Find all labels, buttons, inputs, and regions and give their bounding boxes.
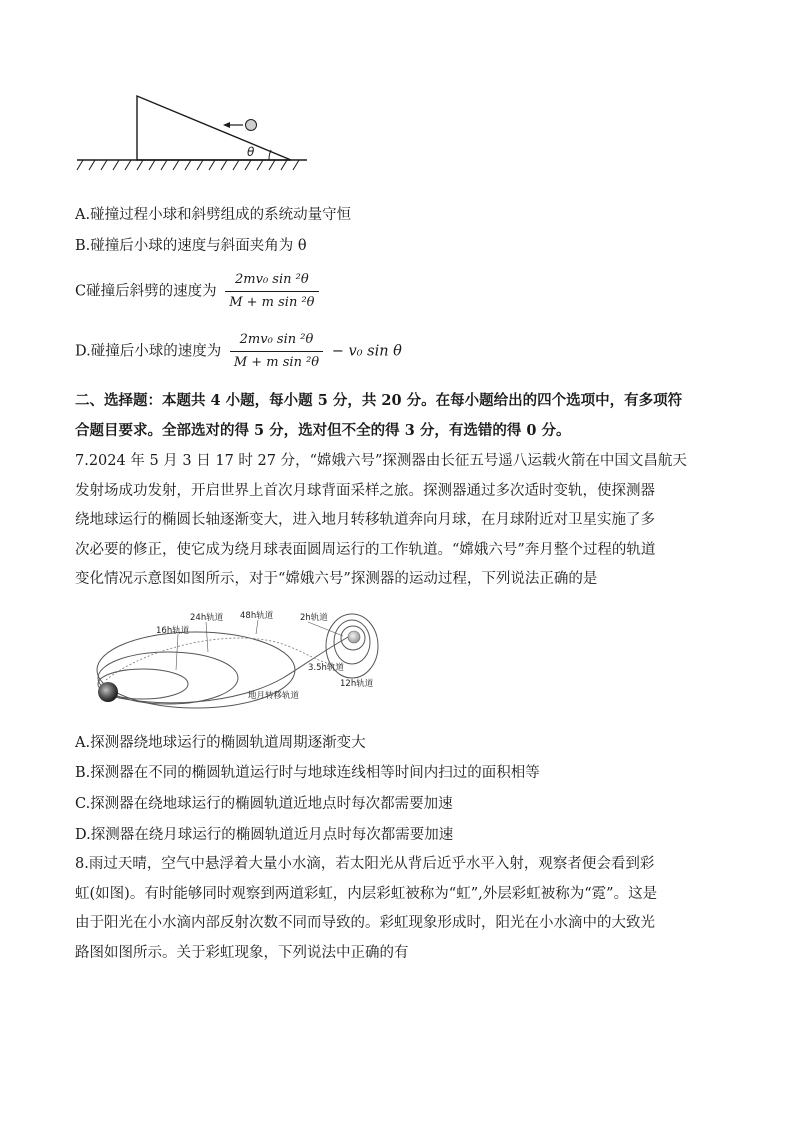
q7-line: 绕地球运行的椭圆长轴逐渐变大，进入地月转移轨道奔向月球，在月球附近对卫星实施了多 xyxy=(75,512,655,529)
q8-line: 8.雨过天晴，空气中悬浮着大量小水滴，若太阳光从背后近乎水平入射，观察者便会看到彩 xyxy=(75,856,655,872)
fraction-denominator: M + m sin ²θ xyxy=(229,295,315,310)
earth-icon xyxy=(98,682,118,702)
q6-option-d-prefix: D.碰撞后小球的速度为 xyxy=(75,343,222,360)
q8-line: 虹(如图)。有时能够同时观察到两道彩虹，内层彩虹被称为“虹”,外层彩虹被称为“霓”。这是 xyxy=(75,885,658,902)
q7-option-c: C.探测器在绕地球运行的椭圆轨道近地点时每次都需要加速 xyxy=(75,796,453,812)
label-24h: 24h轨道 xyxy=(190,613,224,623)
q6-option-d-fraction xyxy=(230,330,323,373)
leader-line xyxy=(206,622,208,652)
section2-heading xyxy=(75,386,725,445)
q7-line: 变化情况示意图如图所示，对于“嫦娥六号”探测器的运动过程，下列说法正确的是 xyxy=(75,571,598,588)
fraction-numerator: 2mv₀ sin ²θ xyxy=(230,330,323,352)
q7-option-a: A.探测器绕地球运行的椭圆轨道周期逐渐变大 xyxy=(75,735,366,751)
arrow-head-icon xyxy=(223,122,230,128)
q7-option-b: B.探测器在不同的椭圆轨道运行时与地球连线相等时间内扫过的面积相等 xyxy=(75,765,540,781)
q8-line: 路图如图所示。关于彩虹现象，下列说法中正确的有 xyxy=(75,944,409,961)
label-transfer: 地月转移轨道 xyxy=(248,691,300,701)
transfer-orbit-upper xyxy=(106,638,343,680)
q6-option-b: B.碰撞后小球的速度与斜面夹角为 θ xyxy=(75,238,307,254)
wedge xyxy=(137,96,291,160)
label-12h: 12h轨道 xyxy=(340,679,374,689)
label-2h: 2h轨道 xyxy=(300,613,328,623)
q6-option-c xyxy=(75,270,323,313)
q6-option-c-prefix: C碰撞后斜劈的速度为 xyxy=(75,283,217,300)
q6-option-c-fraction xyxy=(225,270,318,313)
q8-line: 由于阳光在小水滴内部反射次数不同而导致的。彩虹现象形成时，阳光在小水滴中的大致光 xyxy=(75,915,655,932)
orbit-diagram xyxy=(88,606,388,714)
moon-icon xyxy=(348,631,360,643)
ball xyxy=(246,120,257,131)
q7-line: 发射场成功发射，开启世界上首次月球背面采样之旅。探测器通过多次适时变轨，使探测器 xyxy=(75,482,655,499)
q6-option-a: A.碰撞过程小球和斜劈组成的系统动量守恒 xyxy=(75,207,352,223)
section2-line: 二、选择题：本题共 4 小题，每小题 5 分，共 20 分。在每小题给出的四个选项中，有多项符 xyxy=(75,392,683,409)
q7-stem xyxy=(75,447,725,595)
label-48h: 48h轨道 xyxy=(240,611,274,621)
q7-option-d: D.探测器在绕月球运行的椭圆轨道近月点时每次都需要加速 xyxy=(75,827,454,843)
incline-figure xyxy=(75,88,315,178)
q7-line: 次必要的修正，使它成为绕月球表面圆周运行的工作轨道。“嫦娥六号”奔月整个过程的轨道 xyxy=(75,541,656,558)
label-16h: 16h轨道 xyxy=(156,626,190,636)
leader-line xyxy=(256,620,258,634)
q6-option-d xyxy=(75,330,402,373)
fraction-denominator: M + m sin ²θ xyxy=(233,355,320,370)
label-3-5h: 3.5h轨道 xyxy=(308,663,344,673)
angle-label: θ xyxy=(247,145,255,159)
q7-line: 7.2024 年 5 月 3 日 17 时 27 分，“嫦娥六号”探测器由长征五号遥八运载火箭在中国文昌航天 xyxy=(75,453,687,469)
fraction-numerator: 2mv₀ sin ²θ xyxy=(225,270,318,292)
q8-stem xyxy=(75,850,725,968)
section2-line: 合题目要求。全部选对的得 5 分，选对但不全的得 3 分，有选错的得 0 分。 xyxy=(75,421,571,439)
q6-option-d-suffix: − v₀ sin θ xyxy=(331,343,402,360)
ground-hatching xyxy=(77,160,299,170)
